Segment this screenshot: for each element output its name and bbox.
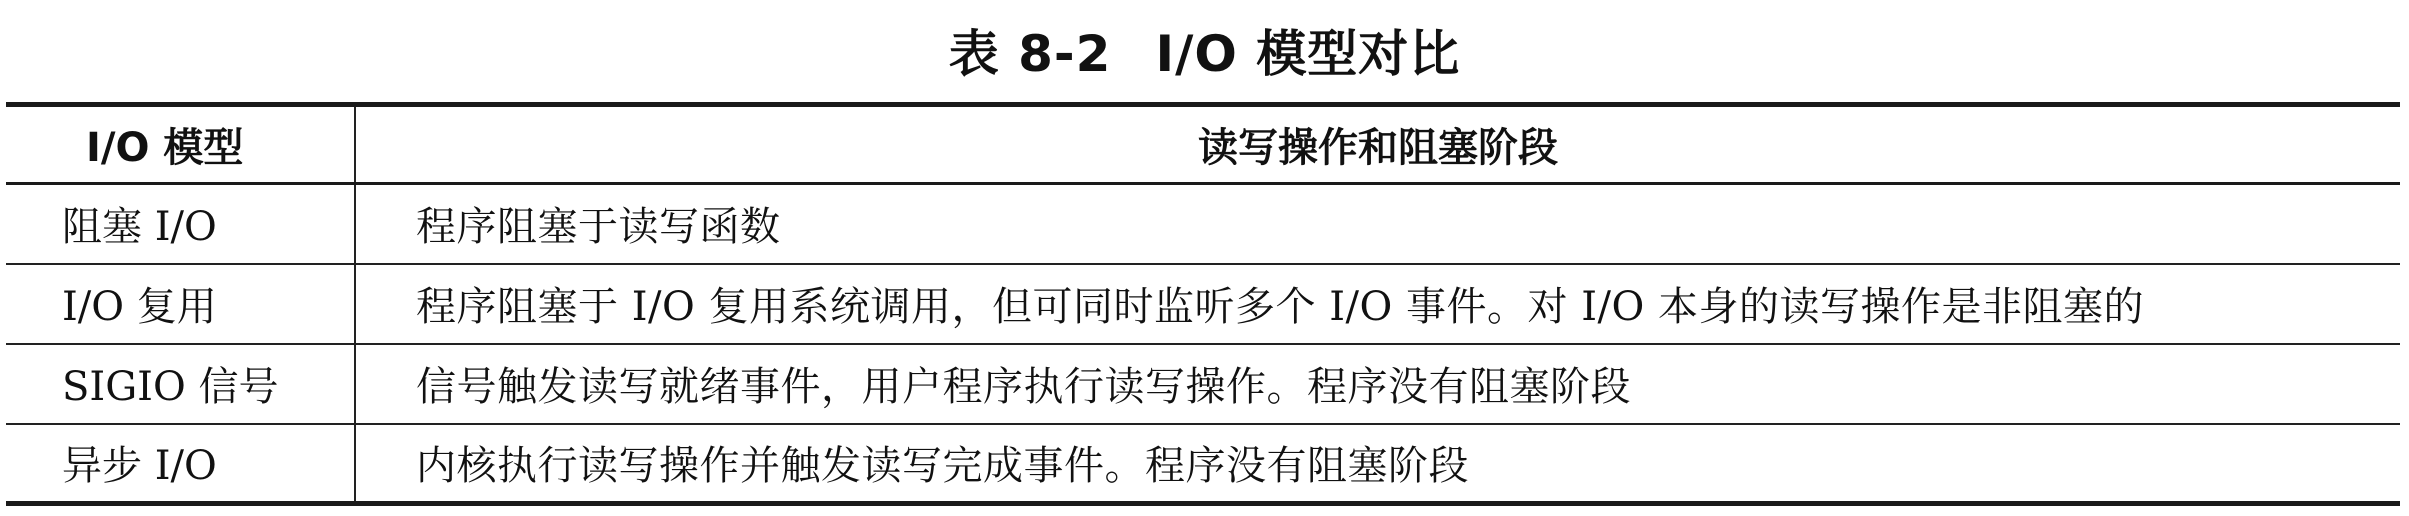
model-cell: I/O 复用 <box>6 264 355 344</box>
model-cell: SIGIO 信号 <box>6 344 355 424</box>
table-caption <box>0 18 2409 90</box>
description-cell: 内核执行读写操作并触发读写完成事件。程序没有阻塞阶段 <box>416 443 1469 490</box>
io-model-comparison-table <box>6 102 2400 506</box>
model-cell: 异步 I/O <box>6 424 355 504</box>
table-row <box>6 424 2400 504</box>
description-cell: 程序阻塞于 I/O 复用系统调用，但可同时监听多个 I/O 事件。对 I/O 本身的读写操作是非阻塞的 <box>416 284 2144 330</box>
table-row <box>6 344 2400 424</box>
description-cell: 程序阻塞于读写函数 <box>416 204 781 251</box>
table-row <box>6 264 2400 344</box>
model-cell: 阻塞 I/O <box>6 184 355 264</box>
table-number: 表 8-2 <box>948 25 1112 83</box>
table-row <box>6 184 2400 264</box>
table-header-row <box>6 105 2400 184</box>
description-cell: 信号触发读写就绪事件，用户程序执行读写操作。程序没有阻塞阶段 <box>416 364 1631 410</box>
header-read-write-blocking: 读写操作和阻塞阶段 <box>1198 125 1558 171</box>
table-title: I/O 模型对比 <box>1155 25 1461 83</box>
header-io-model: I/O 模型 <box>6 105 355 184</box>
